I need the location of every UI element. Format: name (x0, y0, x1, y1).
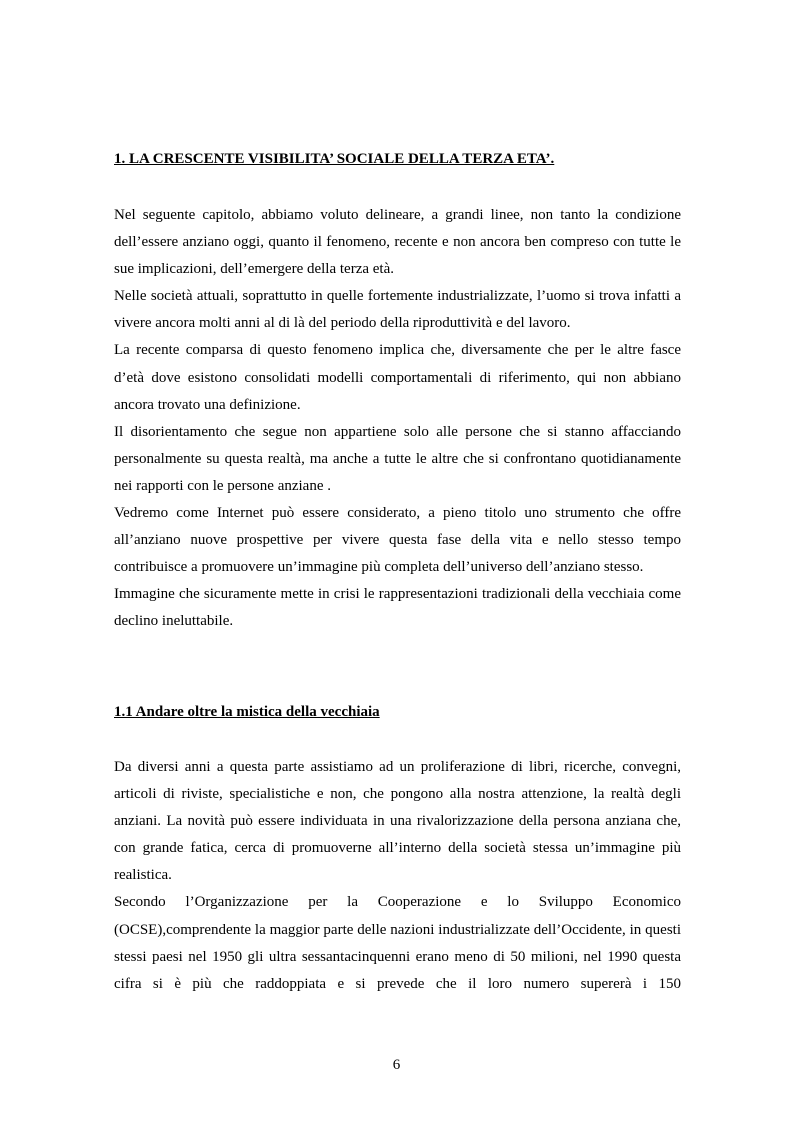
paragraph: Da diversi anni a questa parte assistiamo ad un proliferazione di libri, ricerche, convegni, articoli di riviste, specialistiche e non, che pongono alla nostra attenzione, la realtà degli anziani. La novità può essere individuata in una rivalorizzazione della persona anziana che, con grande fatica, cerca di promuoverne all’interno della società stessa un’immagine più realistica. (114, 759, 681, 884)
paragraph: Nelle società attuali, soprattutto in quelle fortemente industrializzate, l’uomo si trova infatti a vivere ancora molti anni al di là del periodo della riproduttività e del lavoro. (114, 288, 681, 332)
paragraph: La recente comparsa di questo fenomeno implica che, diversamente che per le altre fasce d’età dove esistono consolidati modelli comportamentali di riferimento, qui non abbiano ancora trovato una definizione. (114, 342, 681, 413)
paragraph: Il disorientamento che segue non appartiene solo alle persone che si stanno affacciando personalmente su questa realtà, ma anche a tutte le altre che si confrontano quotidianamente nei rapporti con le persone anziane . (114, 423, 681, 494)
paragraph: Vedremo come Internet può essere considerato, a pieno titolo uno strumento che offre all’anziano nuove prospettive per vivere questa fase della vita e nello stesso tempo contribuisce a promuovere un’immagine più completa dell’universo dell’anziano stesso. (114, 505, 681, 576)
paragraph: Secondo l’Organizzazione per la Cooperazione e lo Sviluppo Economico (OCSE),comprendente la maggior parte delle nazioni industrializzate dell’Occidente, in questi stessi paesi nel 1950 gli ultra sessantacinquenni erano meno di 50 milioni, nel 1990 questa cifra si è più che raddoppiata e si prevede che il loro numero supererà i 150 (114, 894, 681, 992)
page-number: 6 (392, 1057, 401, 1073)
paragraph: Immagine che sicuramente mette in crisi le rappresentazioni tradizionali della vecchiaia come declino ineluttabile. (114, 586, 681, 630)
section-heading: 1. LA CRESCENTE VISIBILITA’ SOCIALE DELLA TERZA ETA’. (114, 151, 555, 167)
subsection-body (114, 754, 681, 998)
section-body (114, 202, 681, 636)
paragraph: Nel seguente capitolo, abbiamo voluto delineare, a grandi linee, non tanto la condizione dell’essere anziano oggi, quanto il fenomeno, recente e non ancora ben compreso con tutte le sue implicazioni, dell’emergere della terza età. (114, 207, 681, 278)
subsection-heading: 1.1 Andare oltre la mistica della vecchiaia (114, 704, 380, 720)
